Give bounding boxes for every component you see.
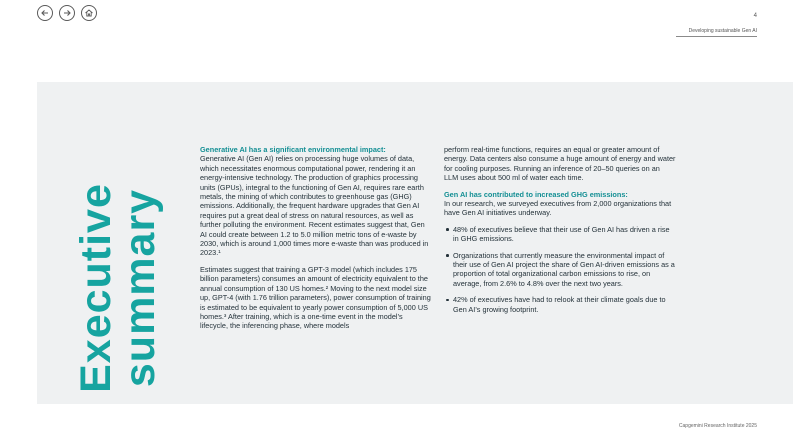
title-line-2: summary (116, 188, 165, 388)
findings-list (444, 225, 676, 314)
navigation-controls (37, 5, 97, 21)
footer-source: Capgemini Research Institute 2025 (678, 423, 757, 429)
impact-heading: Generative AI has a significant environmental impact: (200, 145, 386, 154)
right-column (444, 145, 676, 321)
list-item: 48% of executives believe that their use of Gen AI has driven a rise in GHG emissions. (453, 225, 676, 244)
running-header: Developing sustainable Gen AI (688, 28, 757, 34)
ghg-heading: Gen AI has contributed to increased GHG emissions: (444, 189, 628, 199)
list-item: 42% of executives have had to relook at their climate goals due to Gen AI’s growing footprint. (453, 295, 676, 314)
back-button[interactable] (37, 5, 53, 21)
page-number: 4 (753, 13, 757, 19)
section-title (58, 178, 178, 398)
forward-button[interactable] (59, 5, 75, 21)
continued-paragraph: perform real-time functions, requires an equal or greater amount of energy. Data centers also consume a huge amount of energy and water for cooling purposes. Running an inference of 20–50 queries on an LLM uses about 500 ml of water each time. (444, 145, 676, 183)
ghg-paragraph (444, 190, 676, 218)
list-item: Organizations that currently measure the environmental impact of their use of Gen AI project the share of Gen AI-driven emissions as a proportion of total organizational carbon emissions to rise, on average, from 2.6% to 4.8% over the next two years. (453, 250, 675, 288)
home-button[interactable] (81, 5, 97, 21)
gpt-paragraph: Estimates suggest that training a GPT-3 model (which includes 175 billion parameters) consumes an amount of electricity equivalent to the annual consumption of 130 US homes.² Moving to the next model size up, GPT-4 (with 1.76 trillion parameters), power consumption of training is estimated to be equivalent to yearly power consumption of 5,000 US homes.³ After training, which is a one-time event in the model’s lifecycle, the inferencing phase, where models (200, 264, 431, 331)
title-line-1: Executive (72, 183, 121, 393)
header-divider (676, 36, 757, 37)
left-column (200, 145, 432, 338)
impact-text: Generative AI (Gen AI) relies on processing huge volumes of data, which necessitates enormous computational power, rendering it an energy-intensive technology. The production of graphics processing units (GPUs), integral to the functioning of Gen AI, requires rare earth metals, the mining of which contributes to greenhouse gas (GHG) emissions. Additionally, the frequent hardware upgrades that Gen AI requires put a great deal of stress on natural resources, as well as further polluting the environment. Recent estimates suggest that, Gen AI could create between 1.2 to 5.0 million metric tons of e-waste by 2030, which is around 1,000 times more e-waste than was produced in 2023.¹ (200, 154, 429, 258)
impact-paragraph (200, 145, 432, 258)
arrow-left-icon (40, 8, 50, 18)
home-icon (84, 8, 94, 18)
ghg-intro: In our research, we surveyed executives from 2,000 organizations that have Gen AI initiatives underway. (444, 199, 672, 218)
arrow-right-icon (62, 8, 72, 18)
